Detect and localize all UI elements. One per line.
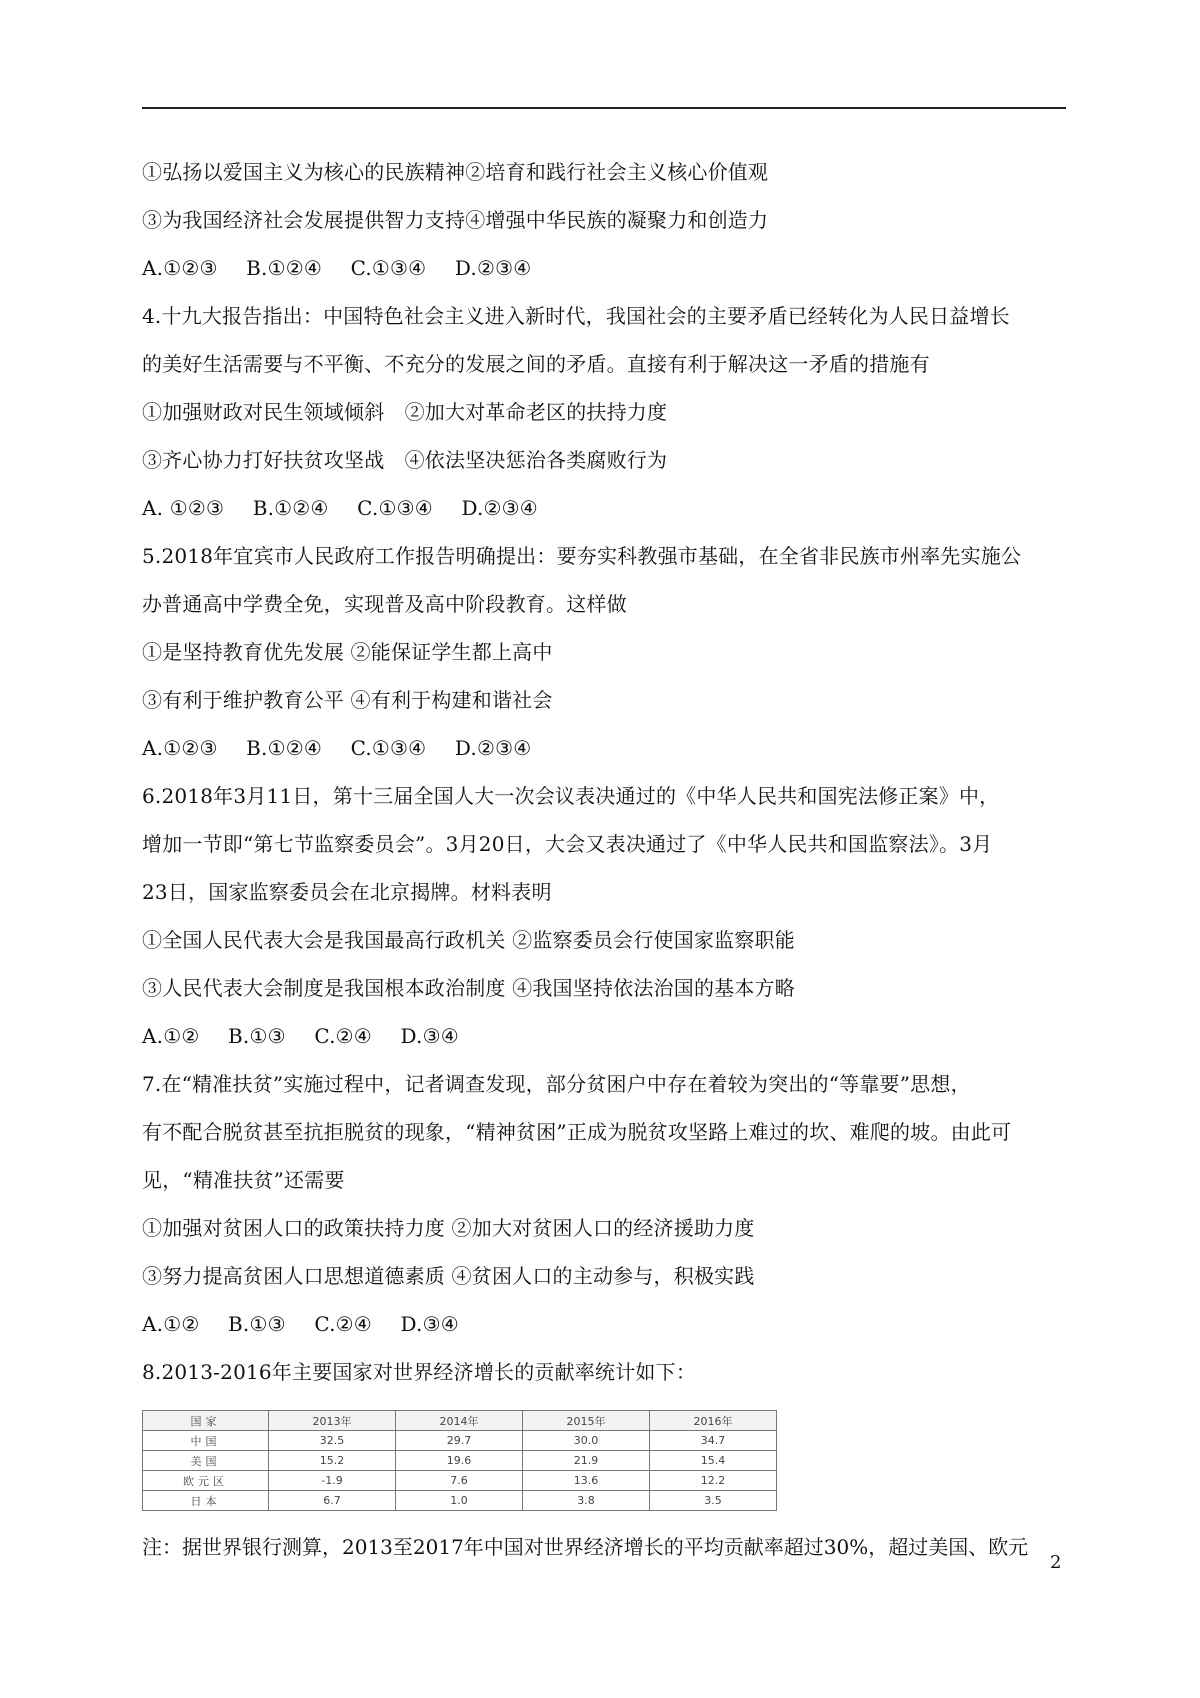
contribution-table-wrap <box>142 1410 1072 1511</box>
q4-item-line-2: ③齐心协力打好扶贫攻坚战 ④依法坚决惩治各类腐败行为 <box>142 448 668 472</box>
q7-item-line-2: ③努力提高贫困人口思想道德素质 ④贫困人口的主动参与，积极实践 <box>142 1264 755 1288</box>
q6-stem-line-1: 6.2018年3月11日，第十三届全国人大一次会议表决通过的《中华人民共和国宪法修正案》中， <box>142 784 1000 808</box>
page-content <box>142 148 1072 1571</box>
q7-option-a: A.①② <box>142 1312 200 1336</box>
q3-item-line-1: ①弘扬以爱国主义为核心的民族精神②培育和践行社会主义核心价值观 <box>142 160 769 184</box>
q6-item-line-1: ①全国人民代表大会是我国最高行政机关 ②监察委员会行使国家监察职能 <box>142 928 795 952</box>
table-cell: 29.7 <box>396 1431 523 1451</box>
table-cell: 21.9 <box>523 1451 650 1471</box>
table-row <box>143 1471 777 1491</box>
table-cell: 19.6 <box>396 1451 523 1471</box>
q6-option-d: D.③④ <box>400 1024 459 1048</box>
q6-item-line-2: ③人民代表大会制度是我国根本政治制度 ④我国坚持依法治国的基本方略 <box>142 976 795 1000</box>
q7-options <box>142 1300 1072 1348</box>
q7-option-c: C.②④ <box>314 1312 372 1336</box>
table-cell: 15.2 <box>269 1451 396 1471</box>
q5-option-c: C.①③④ <box>350 736 427 760</box>
table-row <box>143 1491 777 1511</box>
q4-stem-line-1: 4.十九大报告指出：中国特色社会主义进入新时代，我国社会的主要矛盾已经转化为人民日益增长 <box>142 304 1010 328</box>
q5-item-line-2: ③有利于维护教育公平 ④有利于构建和谐社会 <box>142 688 553 712</box>
table-cell: 欧元区 <box>143 1471 269 1491</box>
table-row <box>143 1431 777 1451</box>
table-cell: -1.9 <box>269 1471 396 1491</box>
page-number: 2 <box>1050 1552 1062 1573</box>
table-cell: 中国 <box>143 1431 269 1451</box>
table-cell: 30.0 <box>523 1431 650 1451</box>
q5-option-b: B.①②④ <box>246 736 322 760</box>
table-cell: 日本 <box>143 1491 269 1511</box>
q7-option-d: D.③④ <box>400 1312 459 1336</box>
q7-item-line-1: ①加强对贫困人口的政策扶持力度 ②加大对贫困人口的经济援助力度 <box>142 1216 755 1240</box>
q6-stem-line-2: 增加一节即“第七节监察委员会”。3月20日，大会又表决通过了《中华人民共和国监察法》。3月 <box>142 832 993 856</box>
table-header-cell: 2016年 <box>650 1411 777 1431</box>
table-cell: 美国 <box>143 1451 269 1471</box>
table-row <box>143 1451 777 1471</box>
table-cell: 32.5 <box>269 1431 396 1451</box>
table-cell: 6.7 <box>269 1491 396 1511</box>
table-cell: 1.0 <box>396 1491 523 1511</box>
q3-option-c: C.①③④ <box>350 256 427 280</box>
q3-item-line-2: ③为我国经济社会发展提供智力支持④增强中华民族的凝聚力和创造力 <box>142 208 769 232</box>
q3-option-a: A.①②③ <box>142 256 218 280</box>
q7-stem-line-3: 见，“精准扶贫”还需要 <box>142 1168 345 1192</box>
table-header-cell: 2015年 <box>523 1411 650 1431</box>
q7-stem-line-1: 7.在“精准扶贫”实施过程中，记者调查发现，部分贫困户中存在着较为突出的“等靠要”思想， <box>142 1072 971 1096</box>
q5-option-a: A.①②③ <box>142 736 218 760</box>
table-header-cell: 国家 <box>143 1411 269 1431</box>
q8-stem: 8.2013-2016年主要国家对世界经济增长的贡献率统计如下： <box>142 1360 697 1384</box>
q5-stem-line-2: 办普通高中学费全免，实现普及高中阶段教育。这样做 <box>142 592 627 616</box>
table-header-row <box>143 1411 777 1431</box>
table-cell: 34.7 <box>650 1431 777 1451</box>
contribution-table <box>142 1410 777 1511</box>
table-header-cell: 2013年 <box>269 1411 396 1431</box>
table-cell: 7.6 <box>396 1471 523 1491</box>
q5-option-d: D.②③④ <box>454 736 532 760</box>
table-cell: 3.8 <box>523 1491 650 1511</box>
q7-stem-line-2: 有不配合脱贫甚至抗拒脱贫的现象，“精神贫困”正成为脱贫攻坚路上难过的坎、难爬的坡。由此可 <box>142 1120 1012 1144</box>
table-note: 注：据世界银行测算，2013至2017年中国对世界经济增长的平均贡献率超过30%，超过美国、欧元 <box>142 1535 1029 1559</box>
q3-options <box>142 244 1072 292</box>
q3-option-d: D.②③④ <box>454 256 532 280</box>
q4-option-b: B.①②④ <box>252 496 329 520</box>
q5-stem-line-1: 5.2018年宜宾市人民政府工作报告明确提出：要夯实科教强市基础，在全省非民族市州率先实施公 <box>142 544 1022 568</box>
table-cell: 12.2 <box>650 1471 777 1491</box>
table-cell: 3.5 <box>650 1491 777 1511</box>
q6-option-b: B.①③ <box>228 1024 286 1048</box>
q7-option-b: B.①③ <box>228 1312 286 1336</box>
table-cell: 13.6 <box>523 1471 650 1491</box>
q4-option-d: D.②③④ <box>461 496 538 520</box>
q4-option-a: A. ①②③ <box>142 496 225 520</box>
table-header-cell: 2014年 <box>396 1411 523 1431</box>
q4-stem-line-2: 的美好生活需要与不平衡、不充分的发展之间的矛盾。直接有利于解决这一矛盾的措施有 <box>142 352 930 376</box>
table-cell: 15.4 <box>650 1451 777 1471</box>
q4-options <box>142 484 1072 532</box>
q6-option-c: C.②④ <box>314 1024 372 1048</box>
q5-item-line-1: ①是坚持教育优先发展 ②能保证学生都上高中 <box>142 640 553 664</box>
q4-item-line-1: ①加强财政对民生领域倾斜 ②加大对革命老区的扶持力度 <box>142 400 668 424</box>
q5-options <box>142 724 1072 772</box>
q3-option-b: B.①②④ <box>246 256 322 280</box>
q6-stem-line-3: 23日，国家监察委员会在北京揭牌。材料表明 <box>142 880 552 904</box>
q6-option-a: A.①② <box>142 1024 200 1048</box>
q4-option-c: C.①③④ <box>357 496 433 520</box>
header-rule <box>142 107 1066 109</box>
q6-options <box>142 1012 1072 1060</box>
